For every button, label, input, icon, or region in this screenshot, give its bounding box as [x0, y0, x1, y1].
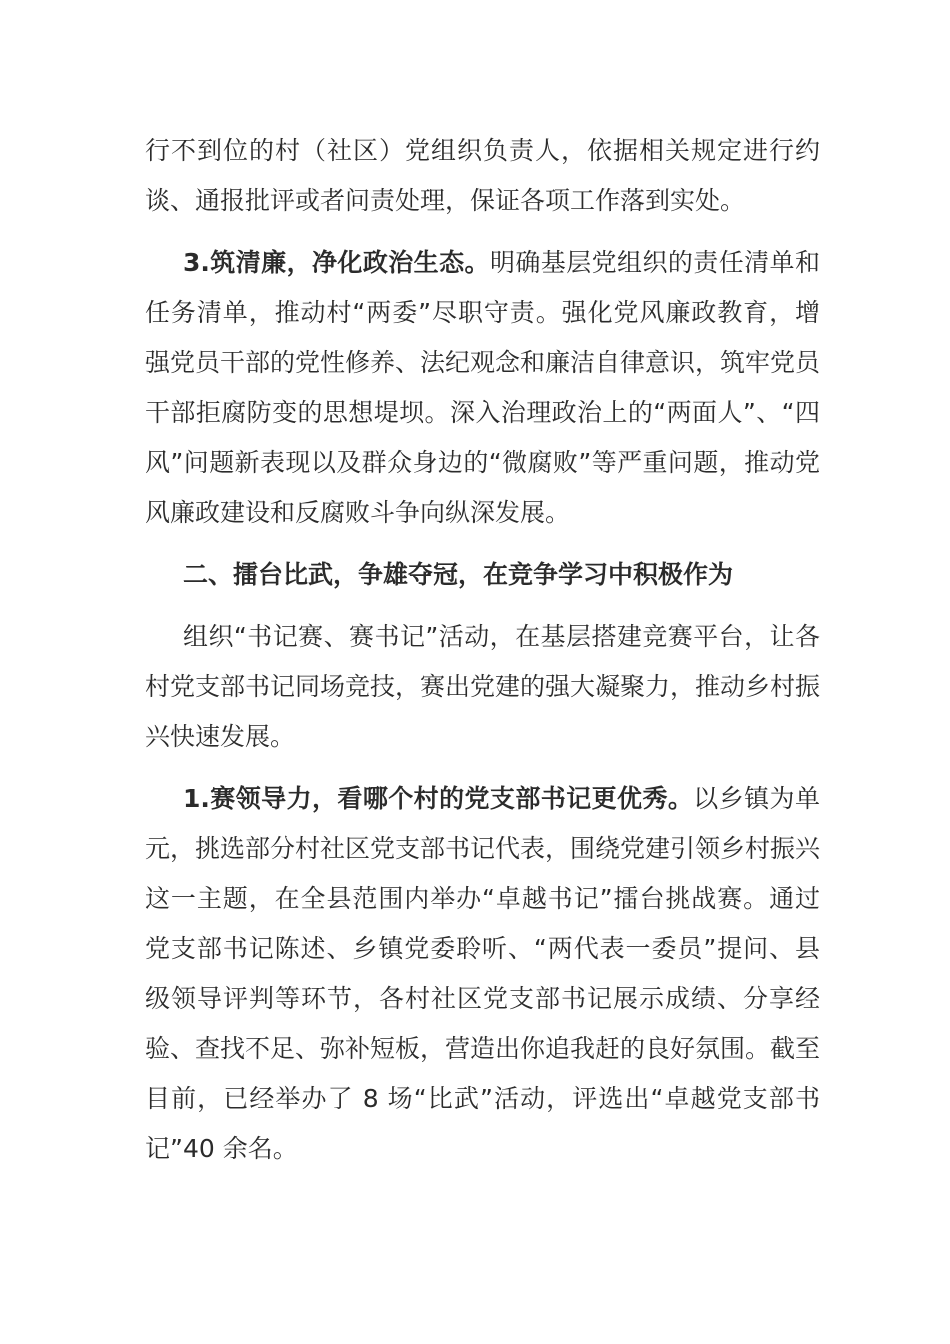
- paragraph-text: 明确基层党组织的责任清单和任务清单，推动村“两委”尽职守责。强化党风廉政教育，增强党员干部的党性修养、法纪观念和廉洁自律意识，筑牢党员干部拒腐防变的思想堤坝。深入治理政治上的“两面人”、“四风”问题新表现以及群众身边的“微腐败”等严重问题，推动党风廉政建设和反腐败斗争向纵深发展。: [145, 248, 821, 527]
- paragraph-leadership-contest: [145, 774, 820, 1174]
- section-heading: 二、擂台比武，争雄夺冠，在竞争学习中积极作为: [183, 560, 734, 589]
- paragraph-competition-intro: [145, 612, 820, 762]
- paragraph-text: 组织“书记赛、赛书记”活动，在基层搭建竞赛平台，让各村党支部书记同场竞技，赛出党建的强大凝聚力，推动乡村振兴快速发展。: [145, 622, 821, 751]
- paragraph-clean-governance: [145, 238, 820, 538]
- document-body: [145, 126, 820, 1186]
- paragraph-lead: 3.筑清廉，净化政治生态。: [183, 248, 490, 277]
- paragraph-continuation: [145, 126, 820, 226]
- paragraph-text: 以乡镇为单元，挑选部分村社区党支部书记代表，围绕党建引领乡村振兴这一主题，在全县范围内举办“卓越书记”擂台挑战赛。通过党支部书记陈述、乡镇党委聆听、“两代表一委员”提问、县级领导评判等环节，各村社区党支部书记展示成绩、分享经验、查找不足、弥补短板，营造出你追我赶的良好氛围。截至目前，已经举办了 8 场“比武”活动，评选出“卓越党支部书记”40 余名。: [145, 784, 821, 1163]
- paragraph-text: 行不到位的村（社区）党组织负责人，依据相关规定进行约谈、通报批评或者问责处理，保证各项工作落到实处。: [145, 136, 820, 215]
- paragraph-lead: 1.赛领导力，看哪个村的党支部书记更优秀。: [183, 784, 694, 813]
